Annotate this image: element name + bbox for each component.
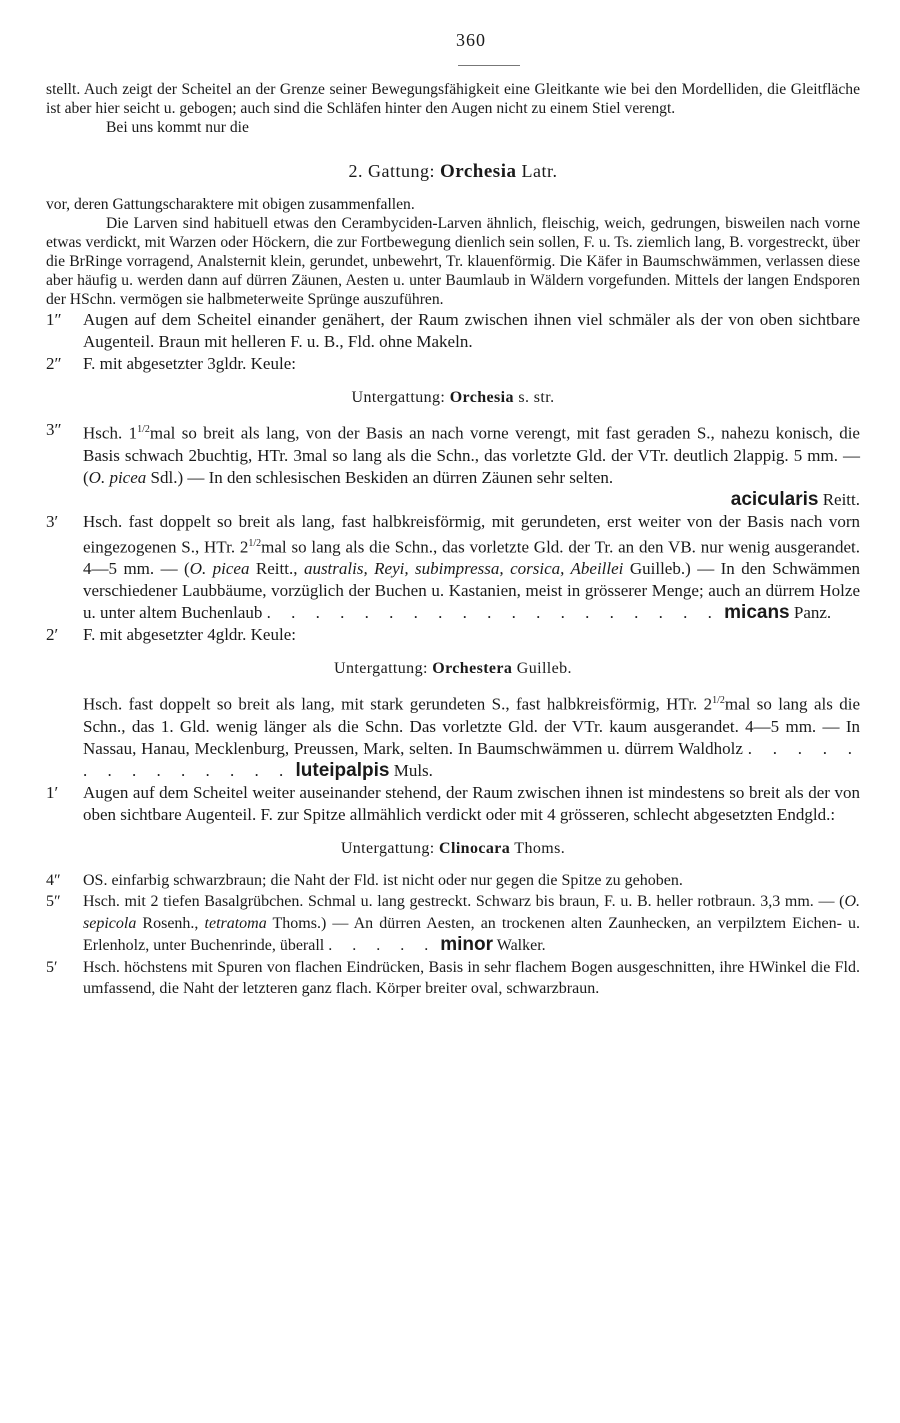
subgenus-heading-orchesia: Untergattung: Orchesia s. str.	[351, 389, 555, 406]
key-entry-1a: 1″ Augen auf dem Scheitel einander genähert, der Raum zwischen ihnen viel schmäler als der von oben sichtbare Augenteil. Braun mit helleren F. u. B., Fld. ohne Makeln.	[46, 310, 860, 351]
species-name: luteipalpis	[295, 759, 390, 781]
subgenus-heading-clinocara: Untergattung: Clinocara Thoms.	[340, 839, 566, 857]
species-name: acicularis	[730, 488, 819, 510]
page-number: 360	[456, 30, 486, 50]
key-entry-5b: 5′ Hsch. höchstens mit Spuren von flachen Eindrücken, Basis in sehr flachem Bogen ausgeschnitten, ihre HWinkel die Fld. umfassend, die Naht der letzteren ganz flach. Körper breiter oval, schwarzbraun.	[46, 958, 860, 998]
genus-description: vor, deren Gattungscharaktere mit obigen zusammenfallen.	[46, 196, 415, 213]
key-entry-3b: 3′ Hsch. fast doppelt so breit als lang, fast halbkreisförmig, mit gerundeten, erst weiter von der Basis nach vorn eingezogenen S., HTr. $2^{1/2}mal$ so lang als die Schn., das vorletzte Gld. der Tr. an den VB. nur wenig ausgerandet. 4—5 mm. — (O. picea Reitt., australis, Reyi, subimpressa, corsica, Abeillei Guilleb.) — In den Schwämmen verschiedener Laubbäume, vorzüglich der Buchen u. Kastanien, meist in grösserer Menge; auch an dürrem Holze u. unter altem Buchenlaub . . . . . . . . . . . . . . . . . . . micans Panz.	[46, 511, 861, 624]
key-entry-2b: 2′ F. mit abgesetzter 4gldr. Keule:	[46, 625, 296, 645]
intro-line: Bei uns kommt nur die	[106, 119, 249, 136]
species-line: acicularis Reitt.	[730, 488, 860, 510]
key-entry-3a: 3″ Hsch. $1^{1/2}mal$ so breit als lang, von der Basis an nach vorne verengt, mit fast geraden S., nahezu konisch, die Basis schwach 2buchtig, HTr. 3mal so lang als die Schn., das vorletzte Gld. der VTr. deutlich 2lappig. 5 mm. — (O. picea Sdl.) — In den schlesischen Beskiden an dürren Zäunen sehr selten. acicularis Reitt.	[46, 420, 860, 510]
subgenus-heading-orchestera: Untergattung: Orchestera Guilleb.	[334, 660, 572, 678]
species-name: micans	[724, 602, 790, 624]
key-entry-2a: 2″ F. mit abgesetzter 3gldr. Keule:	[46, 354, 296, 373]
genus-name: Orchesia	[440, 161, 517, 182]
larvae-description: Die Larven sind habituell etwas den Cerambyciden-Larven ähnlich, fleischig, weich, gedrungen, bisweilen nach vorne etwas verdickt, mit Warzen oder Höckern, die zur Fortbewegung dienlich sein sollen, F. u. Ts. ziemlich lang, B. vorgestreckt, über die BrRinge vorragend, Analsternit klein, gerundet, unbewehrt, Tr. klauenförmig. Die Käfer in Baumschwämmen, verlassen diese aber häufig u. werden dann auf dürren Zäunen, Aesten u. unter Baumlaub in Wäldern vorgefunden. Mittels der langen Endsporen der HSchn. vermögen sie halbmeterweite Sprünge auszuführen.	[46, 215, 860, 308]
orchestera-description: Hsch. fast doppelt so breit als lang, mit stark gerundeten S., fast halbkreisförmig, HTr. $2^{1/2}mal$ so lang als die Schn., das 1. Gld. wenig länger als die Schn. Das vorletzte Gld. der VTr. kaum ausgerandet. 4—5 mm. — In Nassau, Hanau, Mecklenburg, Preussen, Mark, selten. In Baumschwämmen u. dürrem Waldholz . . . . . . . . . . . . . . luteipalpis Muls.	[83, 694, 861, 781]
genus-heading: 2. Gattung: Orchesia Latr.	[348, 161, 558, 182]
key-entry-5a: 5″ Hsch. mit 2 tiefen Basalgrübchen. Schmal u. lang gestreckt. Schwarz bis braun, F. u. B. heller rotbraun. 3,3 mm. — (O. sepicola Rosenh., tetratoma Thoms.) — An dürren Aesten, an trockenen alten Zaunhecken, an verpilztem Eichen- u. Erlenholz, unter Buchenrinde, überall . . . . . minor Walker.	[46, 893, 861, 956]
intro-paragraph: stellt. Auch zeigt der Scheitel an der Grenze seiner Bewegungsfähigkeit eine Gleitkante wie bei den Mordelliden, die Gleitfläche ist aber hier seicht u. gebogen; auch sind die Schläfen hinter den Augen nicht zu einem Stiel verengt.	[46, 81, 860, 117]
header-rule	[458, 65, 520, 66]
document-page	[46, 30, 860, 1000]
key-entry-1b: 1′ Augen auf dem Scheitel weiter auseinander stehend, der Raum zwischen ihnen ist mindestens so breit als der von oben sichtbare Augenteil. F. zur Spitze allmählich verdickt oder mit 4 grösseren, schlecht abgesetzten Endgld.:	[46, 782, 860, 824]
species-name: minor	[440, 934, 494, 956]
key-entry-4a: 4″ OS. einfarbig schwarzbraun; die Naht der Fld. ist nicht oder nur gegen die Spitze zu gehoben.	[46, 871, 683, 889]
